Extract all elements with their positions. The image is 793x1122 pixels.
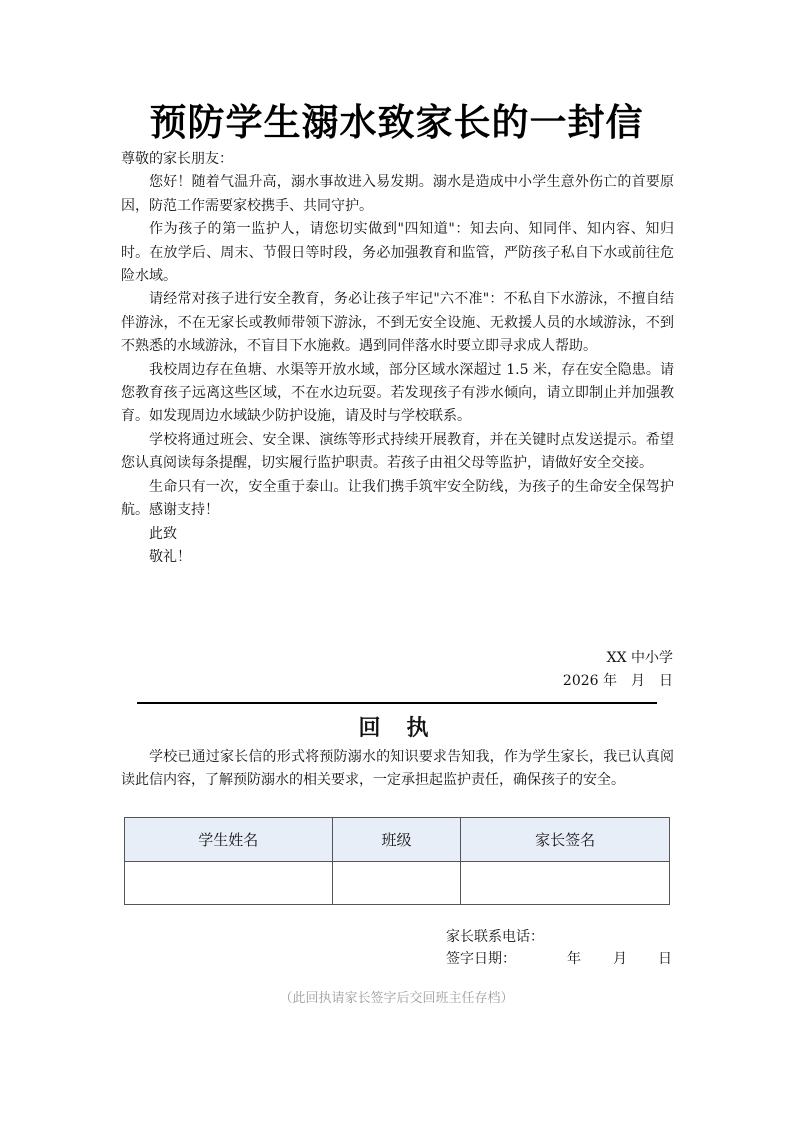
closing-salute: 敬礼！ — [149, 548, 191, 565]
letter-body — [121, 148, 674, 569]
paragraph: 我校周边存在鱼塘、水渠等开放水域，部分区域水深超过 1.5 米，存在安全隐患。请您教育孩子远离这些区域，不在水边玩耍。若发现孩子有涉水倾向，请立即制止并加强教育。如发现周边水域缺少防护设施，请及时与学校联系。 — [121, 361, 674, 425]
sign-date-label: 签字日期： — [446, 951, 516, 967]
parent-phone-label: 家长联系电话： — [446, 929, 544, 945]
paragraph: 学校将通过班会、安全课、演练等形式持续开展教育，并在关键时点发送提示。希望您认真阅读每条提醒，切实履行监护职责。若孩子由祖父母等监护，请做好安全交接。 — [121, 431, 674, 472]
student-name-cell[interactable] — [125, 862, 333, 905]
class-cell[interactable] — [332, 862, 461, 905]
table-row — [125, 862, 670, 905]
receipt-footnote: （此回执请家长签字后交回班主任存档） — [279, 991, 514, 1006]
sign-date-month: 月 — [613, 951, 627, 967]
paragraph: 生命只有一次，安全重于泰山。让我们携手筑牢安全防线，为孩子的生命安全保驾护航。感谢支持！ — [121, 478, 674, 519]
receipt-title: 回执 — [358, 716, 455, 741]
receipt-table — [124, 817, 670, 905]
paragraph: 您好！随着气温升高，溺水事故进入易发期。溺水是造成中小学生意外伤亡的首要原因，防范工作需要家校携手、共同守护。 — [121, 174, 674, 214]
signature-school: XX 中小学 — [606, 650, 673, 666]
parent-signature-cell[interactable] — [461, 862, 670, 905]
receipt-text: 学校已通过家长信的形式将预防溺水的知识要求告知我，作为学生家长，我已认真阅读此信内容，了解预防溺水的相关要求，一定承担起监护责任，确保孩子的安全。 — [121, 749, 674, 789]
paragraph: 请经常对孩子进行安全教育，务必让孩子牢记"六不准"：不私自下水游泳，不擅自结伴游泳，不在无家长或教师带领下游泳，不到无安全设施、无救援人员的水域游泳，不到不熟悉的水域游泳，不盲目下水施救。遇到同伴落水时要立即寻求成人帮助。 — [121, 291, 674, 355]
column-header-student-name: 学生姓名 — [125, 818, 333, 862]
sign-date-year: 年 — [567, 951, 581, 967]
table-header-row — [125, 818, 670, 862]
closing-line: 此致 — [149, 525, 177, 542]
column-header-class: 班级 — [332, 818, 461, 862]
cut-divider — [137, 702, 657, 704]
sign-date-line — [446, 948, 672, 971]
sign-date-day: 日 — [658, 951, 672, 967]
salutation: 尊敬的家长朋友： — [121, 151, 233, 167]
paragraph: 作为孩子的第一监护人，请您切实做到"四知道"：知去向、知同伴、知内容、知归时。在放学后、周末、节假日等时段，务必加强教育和监管，严防孩子私自下水或前往危险水域。 — [121, 221, 674, 285]
signature-date: 2026 年 月 日 — [562, 673, 673, 689]
column-header-parent-signature: 家长签名 — [461, 818, 670, 862]
letter-title: 预防学生溺水致家长的一封信 — [149, 101, 644, 144]
